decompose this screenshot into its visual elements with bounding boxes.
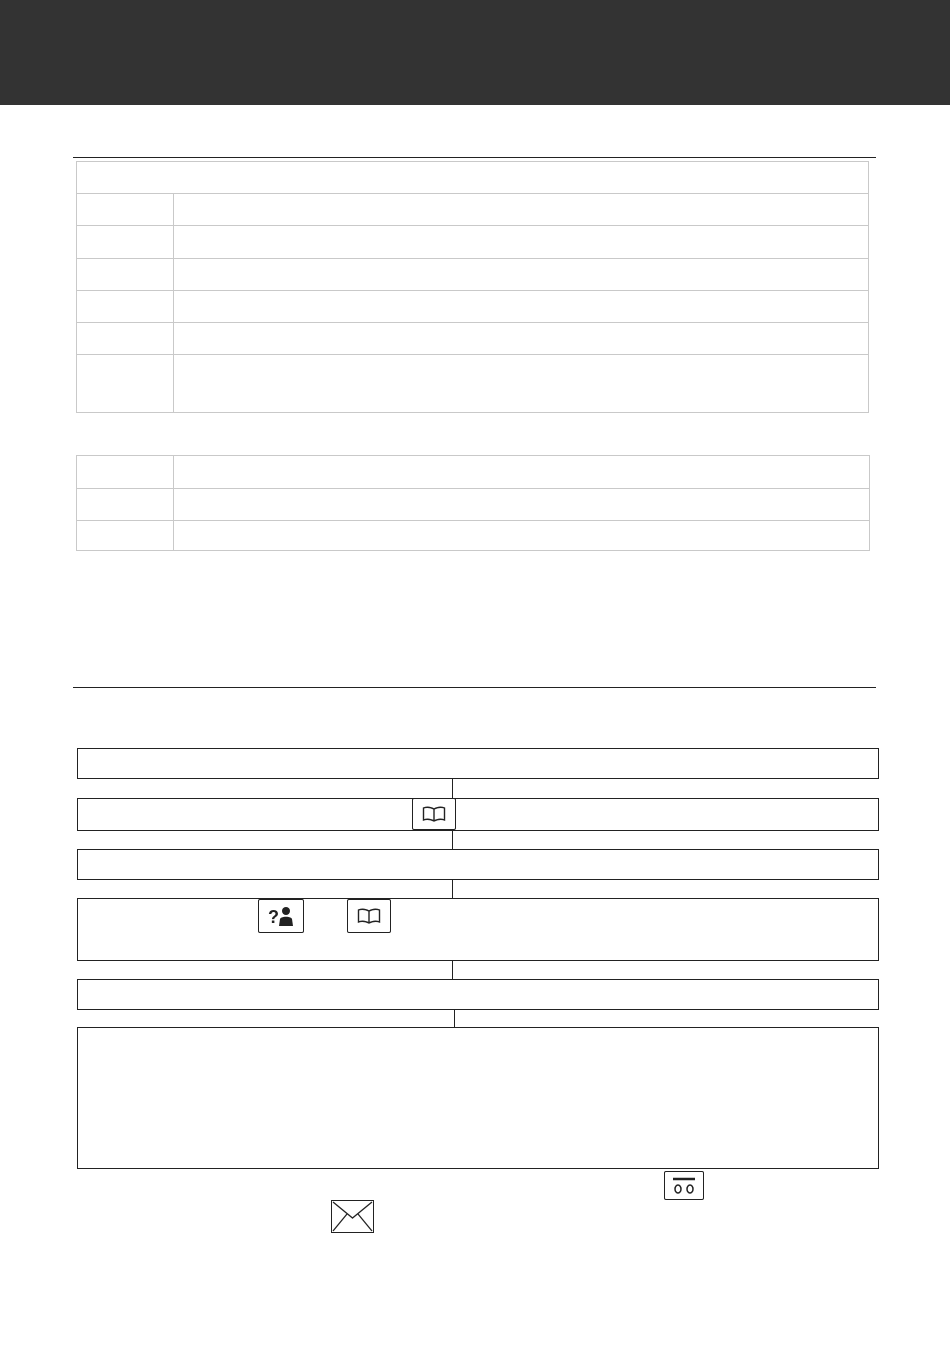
envelope-icon bbox=[331, 1200, 374, 1233]
table2-column-divider bbox=[173, 456, 174, 550]
table-row bbox=[77, 322, 868, 355]
table-row bbox=[77, 488, 869, 521]
table1-header bbox=[77, 162, 868, 194]
person-query-icon bbox=[258, 899, 304, 933]
table-row bbox=[77, 225, 868, 259]
table-row bbox=[77, 354, 868, 413]
svg-text:?: ? bbox=[268, 907, 279, 927]
table-row bbox=[77, 456, 869, 489]
table-row bbox=[77, 193, 868, 226]
book-icon bbox=[412, 798, 456, 830]
table2 bbox=[76, 455, 870, 551]
section2-rule bbox=[73, 687, 876, 688]
flow-connector bbox=[454, 1010, 455, 1027]
table-row bbox=[77, 258, 868, 291]
flow-step-5 bbox=[77, 979, 879, 1010]
table-row bbox=[77, 290, 868, 323]
cassette-icon bbox=[664, 1171, 704, 1200]
flow-connector bbox=[452, 779, 453, 798]
flow-connector bbox=[452, 831, 453, 849]
table-row bbox=[77, 520, 869, 551]
flow-connector bbox=[452, 961, 453, 979]
table1 bbox=[76, 161, 869, 413]
section1-rule bbox=[73, 157, 876, 158]
flow-step-1 bbox=[77, 748, 879, 779]
flow-step-4 bbox=[77, 898, 879, 961]
table1-column-divider bbox=[173, 193, 174, 412]
book-icon bbox=[347, 899, 391, 933]
flow-step-6 bbox=[77, 1027, 879, 1169]
flow-connector bbox=[452, 880, 453, 898]
header-bar bbox=[0, 0, 950, 105]
flow-step-3 bbox=[77, 849, 879, 880]
flow-step-2 bbox=[77, 798, 879, 831]
